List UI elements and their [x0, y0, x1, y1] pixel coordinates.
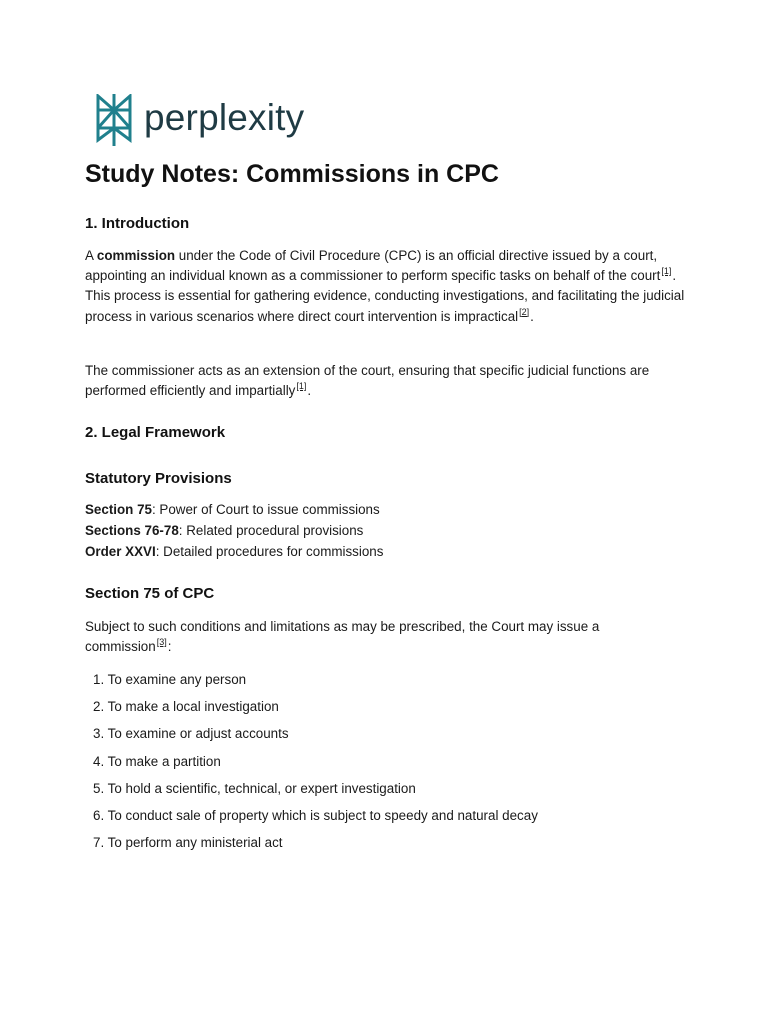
list-item: 3. To examine or adjust accounts — [93, 726, 289, 742]
perplexity-logo-icon — [94, 94, 134, 146]
list-item: 1. To examine any person — [93, 672, 247, 687]
paragraph: Subject to such conditions and limitations as may be prescribed, the Court may issue a commission[3]: — [85, 619, 600, 655]
section-heading: 1. Introduction — [85, 215, 190, 232]
citation-ref[interactable]: [2] — [519, 306, 530, 317]
provision-line: Section 75: Power of Court to issue commissions — [85, 502, 380, 517]
perplexity-logo — [94, 94, 304, 146]
section-75-heading — [85, 585, 685, 602]
section-heading: 2. Legal Framework — [85, 424, 226, 441]
paragraph: The commissioner acts as an extension of the court, ensuring that specific judicial functions are performed efficiently and impartially[1]. — [85, 363, 650, 399]
subsection-heading: Section 75 of CPC — [85, 585, 215, 602]
section-75-paragraph — [85, 617, 685, 657]
paragraph: A commission under the Code of Civil Procedure (CPC) is an official directive issued by a court, appointing an individual known as a commissioner to perform specific tasks on behalf of the court[1]. This process is essential for gathering evidence, conducting investigations, and facilitating the judicial process in various scenarios where direct court intervention is impractical[2]. — [85, 248, 685, 324]
section-legal-framework — [85, 424, 685, 441]
intro-paragraph-2 — [85, 361, 685, 401]
provisions-list — [85, 500, 685, 562]
list-item: 2. To make a local investigation — [93, 699, 279, 715]
page-title: Study Notes: Commissions in CPC — [85, 160, 499, 188]
section-75-list — [85, 670, 685, 860]
logo-wordmark: perplexity — [144, 97, 305, 138]
list-item: 4. To make a partition — [93, 753, 221, 769]
subsection-heading: Statutory Provisions — [85, 470, 232, 487]
list-item: 5. To hold a scientific, technical, or expert investigation — [93, 780, 416, 796]
statutory-provisions-heading — [85, 470, 685, 487]
citation-ref[interactable]: [3] — [156, 637, 167, 648]
intro-paragraph-1 — [85, 246, 685, 327]
provision-line: Order XXVI: Detailed procedures for commissions — [85, 543, 384, 559]
list-item: 6. To conduct sale of property which is subject to speedy and natural decay — [93, 807, 538, 823]
list-item: 7. To perform any ministerial act — [93, 835, 283, 851]
citation-ref[interactable]: [1] — [296, 381, 307, 392]
bold-term: commission — [96, 248, 176, 263]
citation-ref[interactable]: [1] — [661, 266, 672, 277]
provision-line: Sections 76-78: Related procedural provisions — [85, 522, 364, 538]
section-introduction — [85, 215, 685, 232]
